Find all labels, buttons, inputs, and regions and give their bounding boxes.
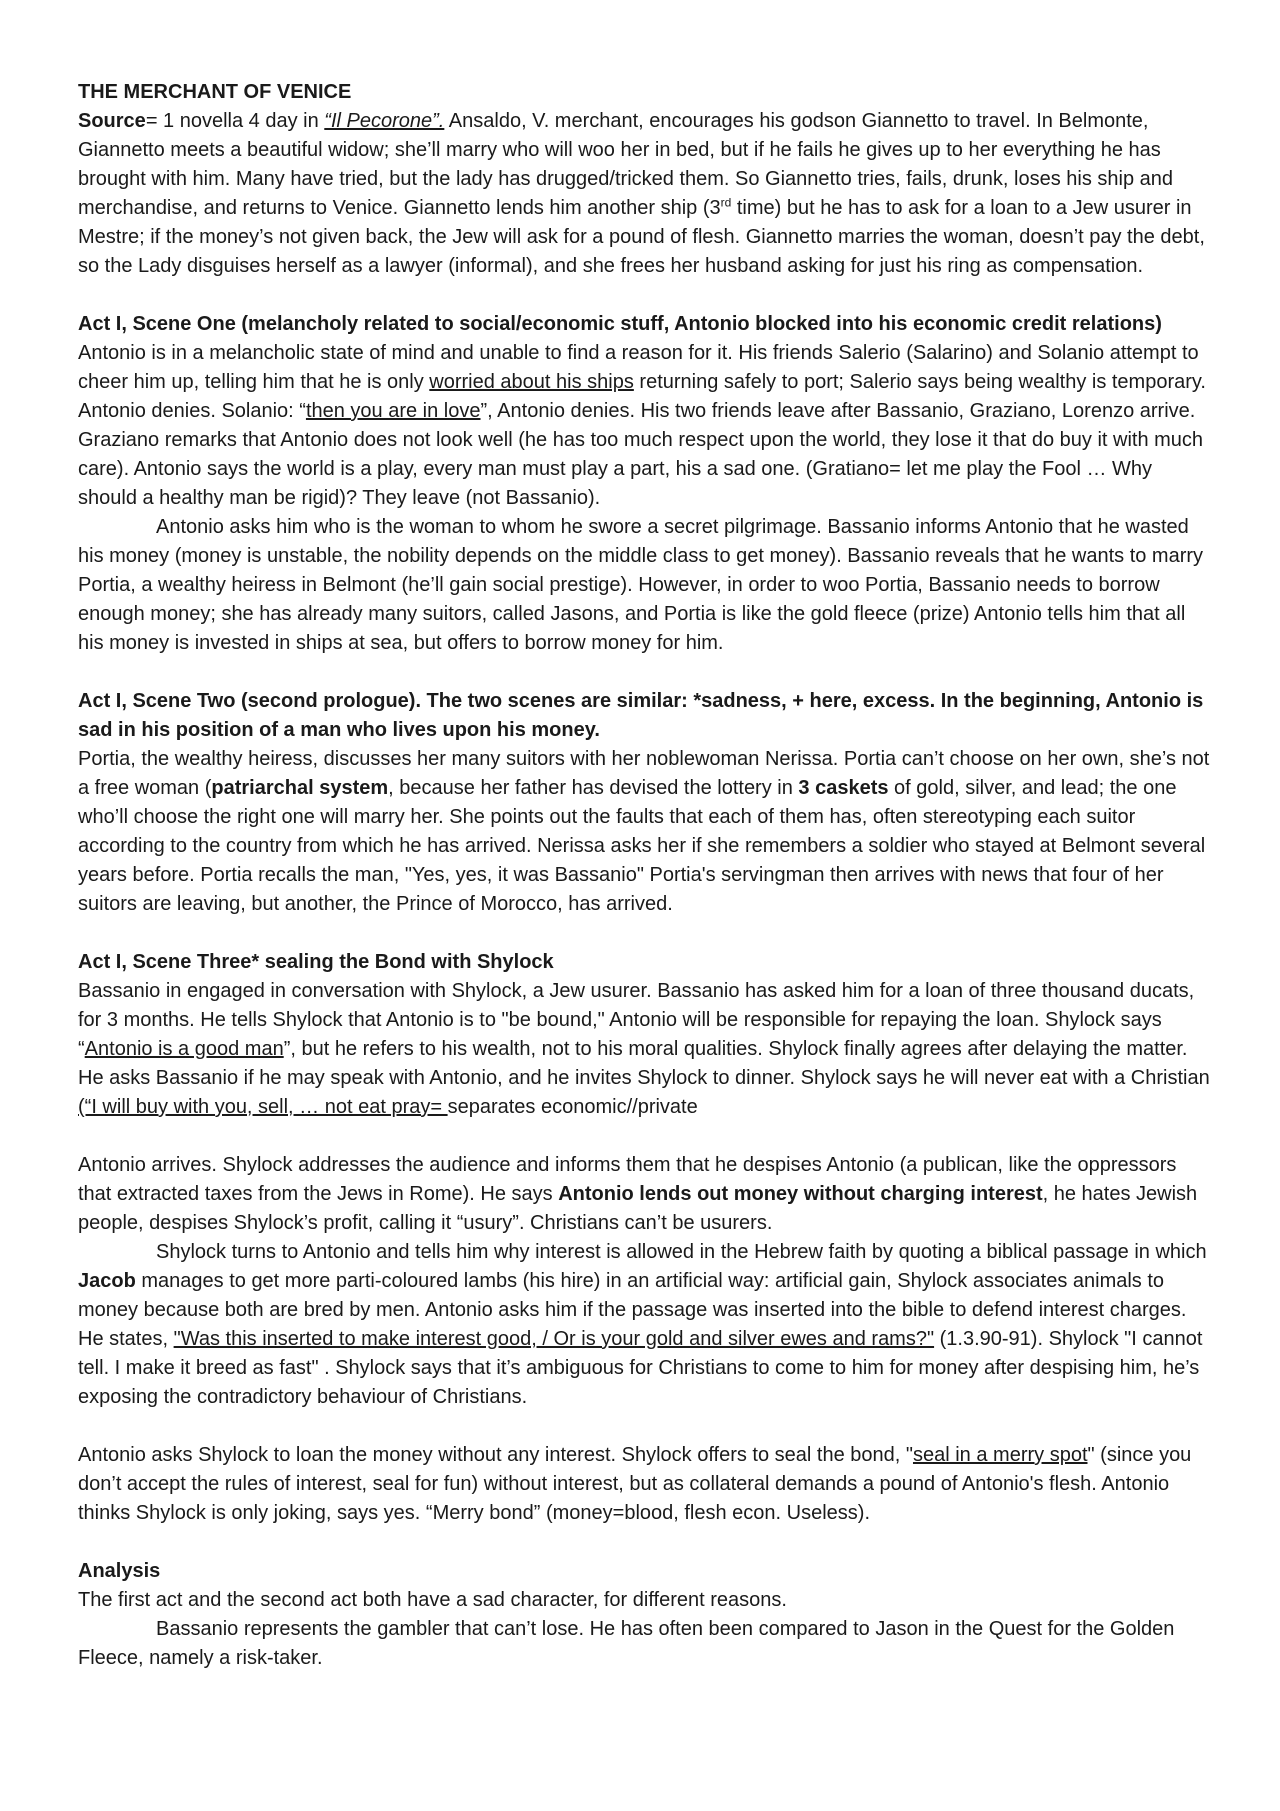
act1-scene1-paragraph-1: Antonio is in a melancholic state of mind and unable to find a reason for it. His friends Salerio (Salarino) and Solanio attempt to cheer him up, telling him that he is only worried about his ships returning safely to port; Salerio says being wealthy is temporary. Antonio denies. Solanio: “then you are in love”, Antonio denies. His two friends leave after Bassanio, Graziano, Lorenzo arrive. Graziano remarks that Antonio does not look well (he has too much respect upon the world, they lose it that do buy it with much care). Antonio says the world is a play, every man must play a part, his a sad one. (Gratiano= let me play the Fool … Why should a healthy man be rigid)? They leave (not Bassanio). xyxy=(78,342,1206,509)
act1-scene2-heading: Act I, Scene Two (second prologue). The two scenes are similar: *sadness, + here, excess. In the beginning, Antonio is sad in his position of a man who lives upon his money. xyxy=(78,690,1204,741)
analysis-paragraph-2: Bassanio represents the gambler that can’t lose. He has often been compared to Jason in the Quest for the Golden Fleece, namely a risk-taker. xyxy=(78,1618,1175,1669)
spacer xyxy=(78,1412,1210,1441)
analysis-heading: Analysis xyxy=(78,1560,161,1582)
act1-scene3-paragraph-2: Antonio arrives. Shylock addresses the audience and informs them that he despises Antonio (a publican, like the oppressors that extracted taxes from the Jews in Rome). He says Antonio lends out money without charging interest, he hates Jewish people, despises Shylock’s profit, calling it “usury”. Christians can’t be usurers. xyxy=(78,1154,1198,1234)
act1-scene3-paragraph-3: Shylock turns to Antonio and tells him why interest is allowed in the Hebrew faith by quoting a biblical passage in which Jacob manages to get more parti-coloured lambs (his hire) in an artificial way: artificial gain, Shylock associates animals to money because both are bred by men. Antonio asks him if the passage was inserted into the bible to defend interest charges. He states, "Was this inserted to make interest good, / Or is your gold and silver ewes and rams?" (1.3.90-91). Shylock "I cannot tell. I make it breed as fast" . Shylock says that it’s ambiguous for Christians to come to him for money after despising him, he’s exposing the contradictory behaviour of Christians. xyxy=(78,1241,1207,1408)
act1-scene1-paragraph-2: Antonio asks him who is the woman to whom he swore a secret pilgrimage. Bassanio informs Antonio that he wasted his money (money is unstable, the nobility depends on the middle class to get money). Bassanio reveals that he wants to marry Portia, a wealthy heiress in Belmont (he’ll gain social prestige). However, in order to woo Portia, Bassanio needs to borrow enough money; she has already many suitors, called Jasons, and Portia is like the gold fleece (prize) Antonio tells him that all his money is invested in ships at sea, but offers to borrow money for him. xyxy=(78,516,1204,654)
act1-scene1-heading: Act I, Scene One (melancholy related to social/economic stuff, Antonio blocked into his economic credit relations) xyxy=(78,313,1162,335)
spacer xyxy=(78,281,1210,310)
spacer xyxy=(78,1528,1210,1557)
spacer xyxy=(78,919,1210,948)
source-label: Source xyxy=(78,110,146,132)
source-paragraph: Source= 1 novella 4 day in “Il Pecorone”. Ansaldo, V. merchant, encourages his godson Giannetto to travel. In Belmonte, Giannetto meets a beautiful widow; she’ll marry who will woo her in bed, but if he fails he gives up to her everything he has brought with him. Many have tried, but the lady has drugged/tricked them. So Giannetto tries, fails, drunk, loses his ship and merchandise, and returns to Venice. Giannetto lends him another ship (3rd time) but he has to ask for a loan to a Jew usurer in Mestre; if the money’s not given back, the Jew will ask for a pound of flesh. Giannetto marries the woman, doesn’t pay the debt, so the Lady disguises herself as a lawyer (informal), and she frees her husband asking for just his ring as compensation. xyxy=(78,110,1205,277)
source-work-title: “Il Pecorone”. xyxy=(324,110,445,132)
document-title: THE MERCHANT OF VENICE xyxy=(78,81,352,103)
act1-scene3-heading: Act I, Scene Three* sealing the Bond with Shylock xyxy=(78,951,554,973)
analysis-paragraph-1: The first act and the second act both have a sad character, for different reasons. xyxy=(78,1589,787,1611)
spacer xyxy=(78,1122,1210,1151)
spacer xyxy=(78,658,1210,687)
act1-scene2-paragraph: Portia, the wealthy heiress, discusses her many suitors with her noblewoman Nerissa. Portia can’t choose on her own, she’s not a free woman (patriarchal system, because her father has devised the lottery in 3 caskets of gold, silver, and lead; the one who’ll choose the right one will marry her. She points out the faults that each of them has, often stereotyping each suitor according to the country from which he has arrived. Nerissa asks her if she remembers a soldier who stayed at Belmont several years before. Portia recalls the man, "Yes, yes, it was Bassanio" Portia's servingman then arrives with news that four of her suitors are leaving, but another, the Prince of Morocco, has arrived. xyxy=(78,748,1210,915)
act1-scene3-paragraph-1: Bassanio in engaged in conversation with Shylock, a Jew usurer. Bassanio has asked him for a loan of three thousand ducats, for 3 months. He tells Shylock that Antonio is to "be bound," Antonio will be responsible for repaying the loan. Shylock says “Antonio is a good man”, but he refers to his wealth, not to his moral qualities. Shylock finally agrees after delaying the matter. He asks Bassanio if he may speak with Antonio, and he invites Shylock to dinner. Shylock says he will never eat with a Christian (“I will buy with you, sell, … not eat pray= separates economic//private xyxy=(78,980,1210,1118)
act1-scene3-paragraph-4: Antonio asks Shylock to loan the money without any interest. Shylock offers to seal the bond, "seal in a merry spot" (since you don’t accept the rules of interest, seal for fun) without interest, but as collateral demands a pound of Antonio's flesh. Antonio thinks Shylock is only joking, says yes. “Merry bond” (money=blood, flesh econ. Useless). xyxy=(78,1444,1192,1524)
